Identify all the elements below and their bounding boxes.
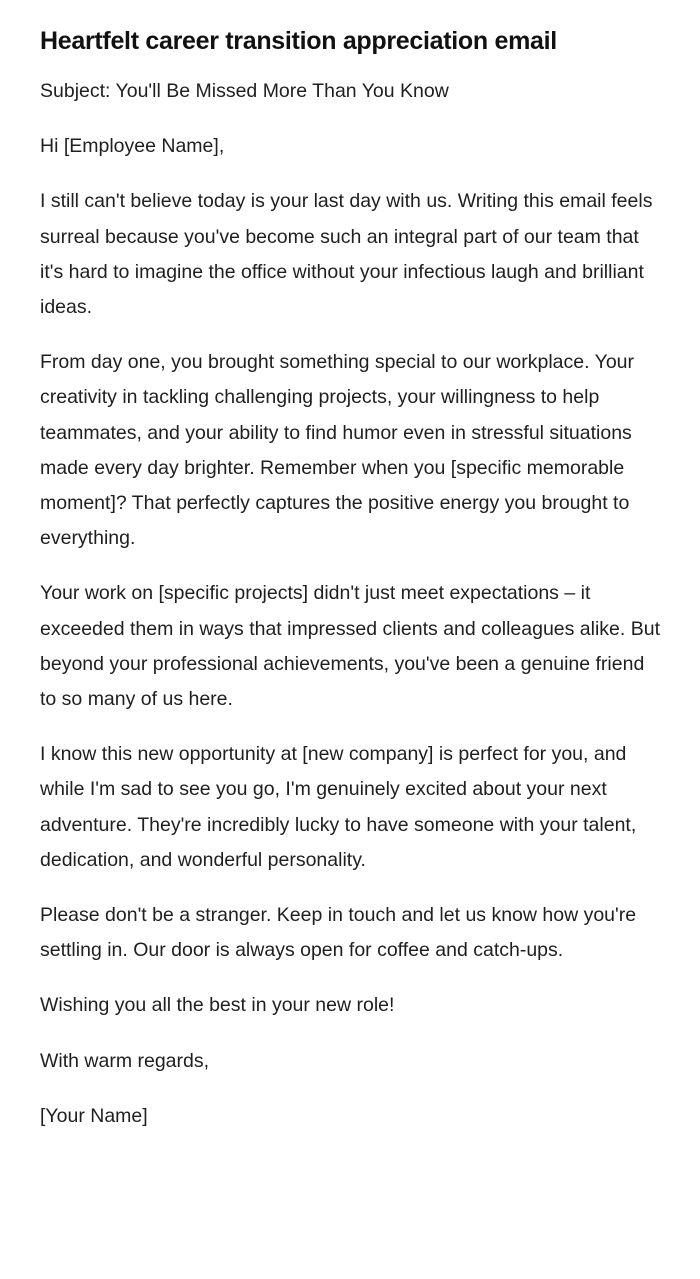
- email-paragraph: From day one, you brought something special to our workplace. Your creativity in tackling challenging projects, your willingness to help teammates, and your ability to find humor even in stressful situations made every day brighter. Remember when you [specific memorable moment]? That perfectly captures the positive energy you brought to everything.: [40, 351, 635, 550]
- email-paragraph: Please don't be a stranger. Keep in touch and let us know how you're settling in. Our door is always open for coffee and catch-ups.: [40, 904, 637, 962]
- document-title: Heartfelt career transition appreciation email: [40, 27, 557, 55]
- email-greeting: Hi [Employee Name],: [40, 135, 225, 158]
- email-closing: With warm regards,: [40, 1049, 210, 1072]
- email-wish: Wishing you all the best in your new role!: [40, 994, 395, 1017]
- email-paragraph: I know this new opportunity at [new company] is perfect for you, and while I'm sad to see you go, I'm genuinely excited about your next adventure. They're incredibly lucky to have someone with your talent, dedication, and wonderful personality.: [40, 743, 637, 871]
- email-paragraph: I still can't believe today is your last day with us. Writing this email feels surreal because you've become such an integral part of our team that it's hard to imagine the office without your infectious laugh and brilliant ideas.: [40, 190, 653, 319]
- email-subject: Subject: You'll Be Missed More Than You Know: [40, 80, 449, 102]
- email-paragraph: Your work on [specific projects] didn't just meet expectations – it exceeded them in ways that impressed clients and colleagues alike. But beyond your professional achievements, you've been a genuine friend to so many of us here.: [40, 582, 661, 711]
- email-signature: [Your Name]: [40, 1104, 148, 1127]
